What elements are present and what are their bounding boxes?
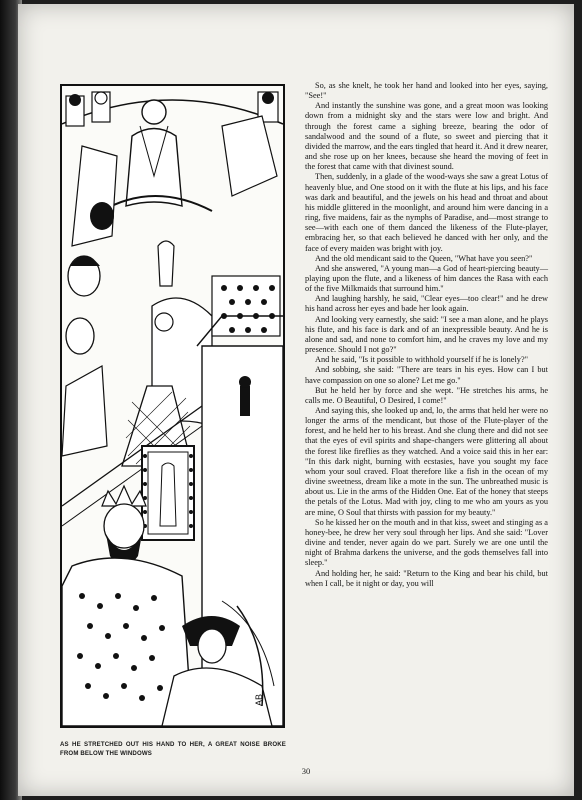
paragraph: And instantly the sunshine was gone, and a great moon was looking down from a midnight sky and the stars were low and bright. And through the forest came a sighing breeze, bearing the odor of sandalwood and the sound of a flute, so sweet and piercing that it divided the marrow, and the ears tingled that heard it. And it drew nearer, and she rose up on her knees, because she heard the moving of feet in the forest that came with that divinest sound. — [305, 101, 548, 172]
illustration-caption: AS HE STRETCHED OUT HIS HAND TO HER, A GREAT NOISE BROKE FROM BELOW THE WINDOWS — [60, 741, 286, 757]
paragraph: And holding her, he said: "Return to the King and bear his child, but when I call, be it night or day, you will — [305, 568, 548, 588]
paragraph: And sobbing, she said: "There are tears in his eyes. How can I but have compassion on one so alone? Let me go." — [305, 365, 548, 385]
paragraph: And he said, "Is it possible to withhold yourself if he is lonely?" — [315, 355, 529, 365]
page-illustration — [60, 84, 285, 728]
paragraph: Then, suddenly, in a glade of the wood-ways she saw a great Lotus of heavenly blue, and One stood on it with the flute at his lips, and his face was dark and beautiful, and the jewels on his head and throat and about his middle glittered in the moonlight, and around him were dancing in a ring, five maidens, fair as the nymphs of Paradise, and—most strange to see—with each one of them danced the likeness of the Flute-player, embracing her, so that each believed he danced with her only, and the face of every maiden was bright with joy. — [305, 172, 548, 253]
paragraph: And she answered, "A young man—a God of heart-piercing beauty—playing upon the flute, and a likeness of him dances the Rasa with each of the five Milkmaids that surround him." — [305, 263, 548, 294]
paragraph: And saying this, she looked up and, lo, the arms that held her were no longer the arms of the mendicant, but those of the Flute-player of the forest, and he held her to his breast. And she clung there and did not see that the eyes of evil spirits and shape-changers were glittering all about the forest like fireflies as they watched. And a voice said this in her ear: "In this dark night, burning with ecstasies, have you sought my face whom your soul craved. Float therefore like a fish in the ocean of my divine sweetness, dream like a mote in the sun. The unbreathed music is about us. Lie in the arms of the Hidden One. Eat of the honey that steeps the petals of the Lotus. Mad with joy, cling to me who am yours as you are mine, O Soul that thirsts with passion for my beauty." — [305, 406, 548, 517]
paragraph: And laughing harshly, he said, "Clear eyes—too clear!" and he drew his hand across her eyes and bade her look again. — [305, 294, 548, 314]
paragraph: And looking very earnestly, she said: "I see a man alone, and he plays his flute, and his face is dark and of an inexpressible beauty. And he is alone and sad, and none to comfort him, and he craves my love and my presence. Should I not go?" — [305, 314, 548, 355]
paragraph: So, as she knelt, he took her hand and looked into her eyes, saying, "See!" — [305, 81, 548, 101]
paragraph: So he kissed her on the mouth and in that kiss, sweet and stinging as a honey-bee, he drew her very soul through her lips. And she said: "Lover divine and tender, never again do we part. Surely we are one until the night of Brahma darkens the universe, and the gods themselves fall into sleep." — [305, 517, 548, 568]
paragraph: But he held her by force and she wept. "He stretches his arms, he calls me. O Beautiful, O Desired, I come!" — [305, 385, 548, 405]
paragraph: And the old mendicant said to the Queen, "What have you seen?" — [315, 253, 533, 263]
illustration-signature: AB — [254, 693, 264, 706]
body-text — [305, 81, 548, 589]
page-number: 30 — [301, 766, 311, 776]
